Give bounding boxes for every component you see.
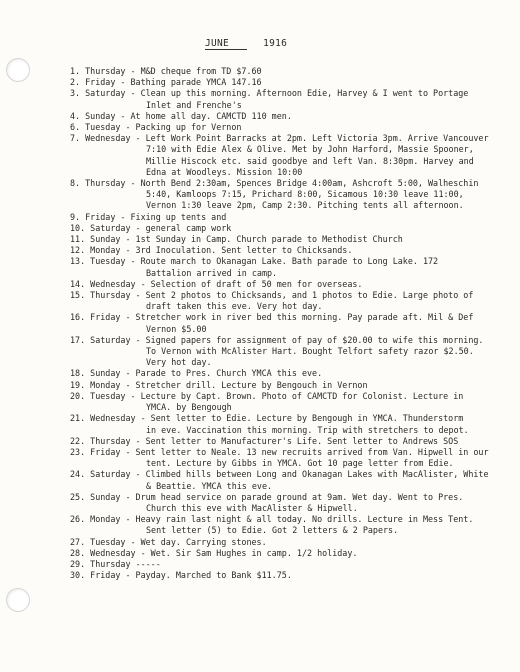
- diary-entry: 29. Thursday -----: [70, 558, 161, 569]
- diary-entry-continuation: draft taken this eve. Very hot day.: [146, 301, 323, 312]
- diary-entry-continuation: Sent letter (5) to Edie. Got 2 letters & 2 Papers.: [146, 525, 399, 536]
- punch-hole-bottom: [6, 588, 30, 612]
- diary-entry-continuation: Church this eve with MacAlister & Hipwell.: [146, 502, 358, 513]
- diary-entry: 27. Tuesday - Wet day. Carrying stones.: [70, 536, 267, 547]
- diary-entry: 7. Wednesday - Left Work Point Barracks at 2pm. Left Victoria 3pm. Arrive Vancouver: [70, 133, 489, 144]
- diary-entry: 17. Saturday - Signed papers for assignment of pay of $20.00 to wife this morning.: [70, 334, 484, 345]
- diary-entry: 25. Sunday - Drum head service on parade ground at 9am. Wet day. Went to Pres.: [70, 491, 464, 502]
- diary-entry: 21. Wednesday - Sent letter to Edie. Lecture by Bengough in YMCA. Thunderstorm: [70, 413, 464, 424]
- diary-entry: 11. Sunday - 1st Sunday in Camp. Church parade to Methodist Church: [70, 234, 403, 245]
- diary-entry-continuation: Battalion arrived in camp.: [146, 267, 278, 278]
- diary-entry: 1. Thursday - M&D cheque from TD $7.60: [70, 66, 262, 76]
- diary-entry: 28. Wednesday - Wet. Sir Sam Hughes in camp. 1/2 holiday.: [70, 547, 358, 558]
- diary-entry: 4. Sunday - At home all day. CAMCTD 110 men.: [70, 110, 292, 121]
- diary-entry: 13. Tuesday - Route march to Okanagan Lake. Bath parade to Long Lake. 172: [70, 256, 439, 267]
- punch-hole-top: [6, 58, 30, 82]
- diary-entry: 16. Friday - Stretcher work in river bed this morning. Pay parade aft. Mil & Def: [70, 312, 474, 323]
- diary-entry: 3. Saturday - Clean up this morning. Afternoon Edie, Harvey & I went to Portage: [70, 88, 469, 99]
- diary-entry-continuation: Millie Hiscock etc. said goodbye and left Van. 8:30pm. Harvey and: [146, 155, 474, 166]
- diary-entry: 24. Saturday - Climbed hills between Long and Okanagan Lakes with MacAlister, White: [70, 469, 489, 480]
- diary-entries: [70, 66, 516, 581]
- year-heading: 1916: [263, 38, 288, 49]
- diary-entry-continuation: in eve. Vaccination this morning. Trip with stretchers to depot.: [146, 424, 469, 435]
- diary-entry: 19. Monday - Stretcher drill. Lecture by Bengouch in Vernon: [70, 379, 368, 390]
- diary-entry-continuation: 5:40, Kamloops 7:15, Prichard 8:00, Sicamous 10:30 leave 11:00,: [146, 189, 464, 200]
- page-header: [205, 38, 287, 50]
- diary-entry-continuation: tent. Lecture by Gibbs in YMCA. Got 10 page letter from Edie.: [146, 458, 454, 469]
- diary-entry-continuation: Vernon 1:30 leave 2pm, Camp 2:30. Pitching tents all afternoon.: [146, 200, 464, 211]
- diary-entry: 23. Friday - Sent letter to Neale. 13 new recruits arrived from Van. Hipwell in our: [70, 446, 489, 457]
- diary-entry: 18. Sunday - Parade to Pres. Church YMCA this eve.: [70, 368, 323, 379]
- diary-entry: 2. Friday - Bathing parade YMCA 147.16: [70, 77, 262, 88]
- diary-entry-continuation: 7:10 with Edie Alex & Olive. Met by John Harford, Massie Spooner,: [146, 144, 474, 155]
- diary-entry: 12. Monday - 3rd Inoculation. Sent letter to Chicksands.: [70, 245, 353, 256]
- month-heading: JUNE: [205, 38, 247, 50]
- diary-entry: 9. Friday - Fixing up tents and: [70, 211, 227, 222]
- diary-entry: 30. Friday - Payday. Marched to Bank $11.75.: [70, 570, 292, 581]
- diary-entry: 14. Wednesday - Selection of draft of 50 men for overseas.: [70, 278, 363, 289]
- diary-entry: 6. Tuesday - Packing up for Vernon: [70, 122, 242, 133]
- diary-entry-continuation: Edna at Woodleys. Mission 10:00: [146, 166, 303, 177]
- diary-entry-continuation: YMCA. by Bengough: [146, 402, 232, 413]
- diary-entry-continuation: To Vernon with McAlister Hart. Bought Telfort safety razor $2.50.: [146, 346, 474, 357]
- diary-entry: 10. Saturday - general camp work: [70, 222, 232, 233]
- diary-entry-continuation: & Beattie. YMCA this eve.: [146, 480, 273, 491]
- diary-entry-continuation: Inlet and Frenche's: [146, 99, 242, 110]
- diary-entry: 22. Thursday - Sent letter to Manufacturer's Life. Sent letter to Andrews SOS: [70, 435, 459, 446]
- diary-entry: 20. Tuesday - Lecture by Capt. Brown. Photo of CAMCTD for Colonist. Lecture in: [70, 390, 464, 401]
- diary-entry: 8. Thursday - North Bend 2:30am, Spences Bridge 4:00am, Ashcroft 5:00, Walheschin: [70, 178, 479, 189]
- diary-entry: 15. Thursday - Sent 2 photos to Chicksands, and 1 photos to Edie. Large photo of: [70, 290, 474, 301]
- diary-entry-continuation: Very hot day.: [146, 357, 212, 368]
- diary-entry: 26. Monday - Heavy rain last night & all today. No drills. Lecture in Mess Tent.: [70, 514, 474, 525]
- diary-entry-continuation: Vernon $5.00: [146, 323, 207, 334]
